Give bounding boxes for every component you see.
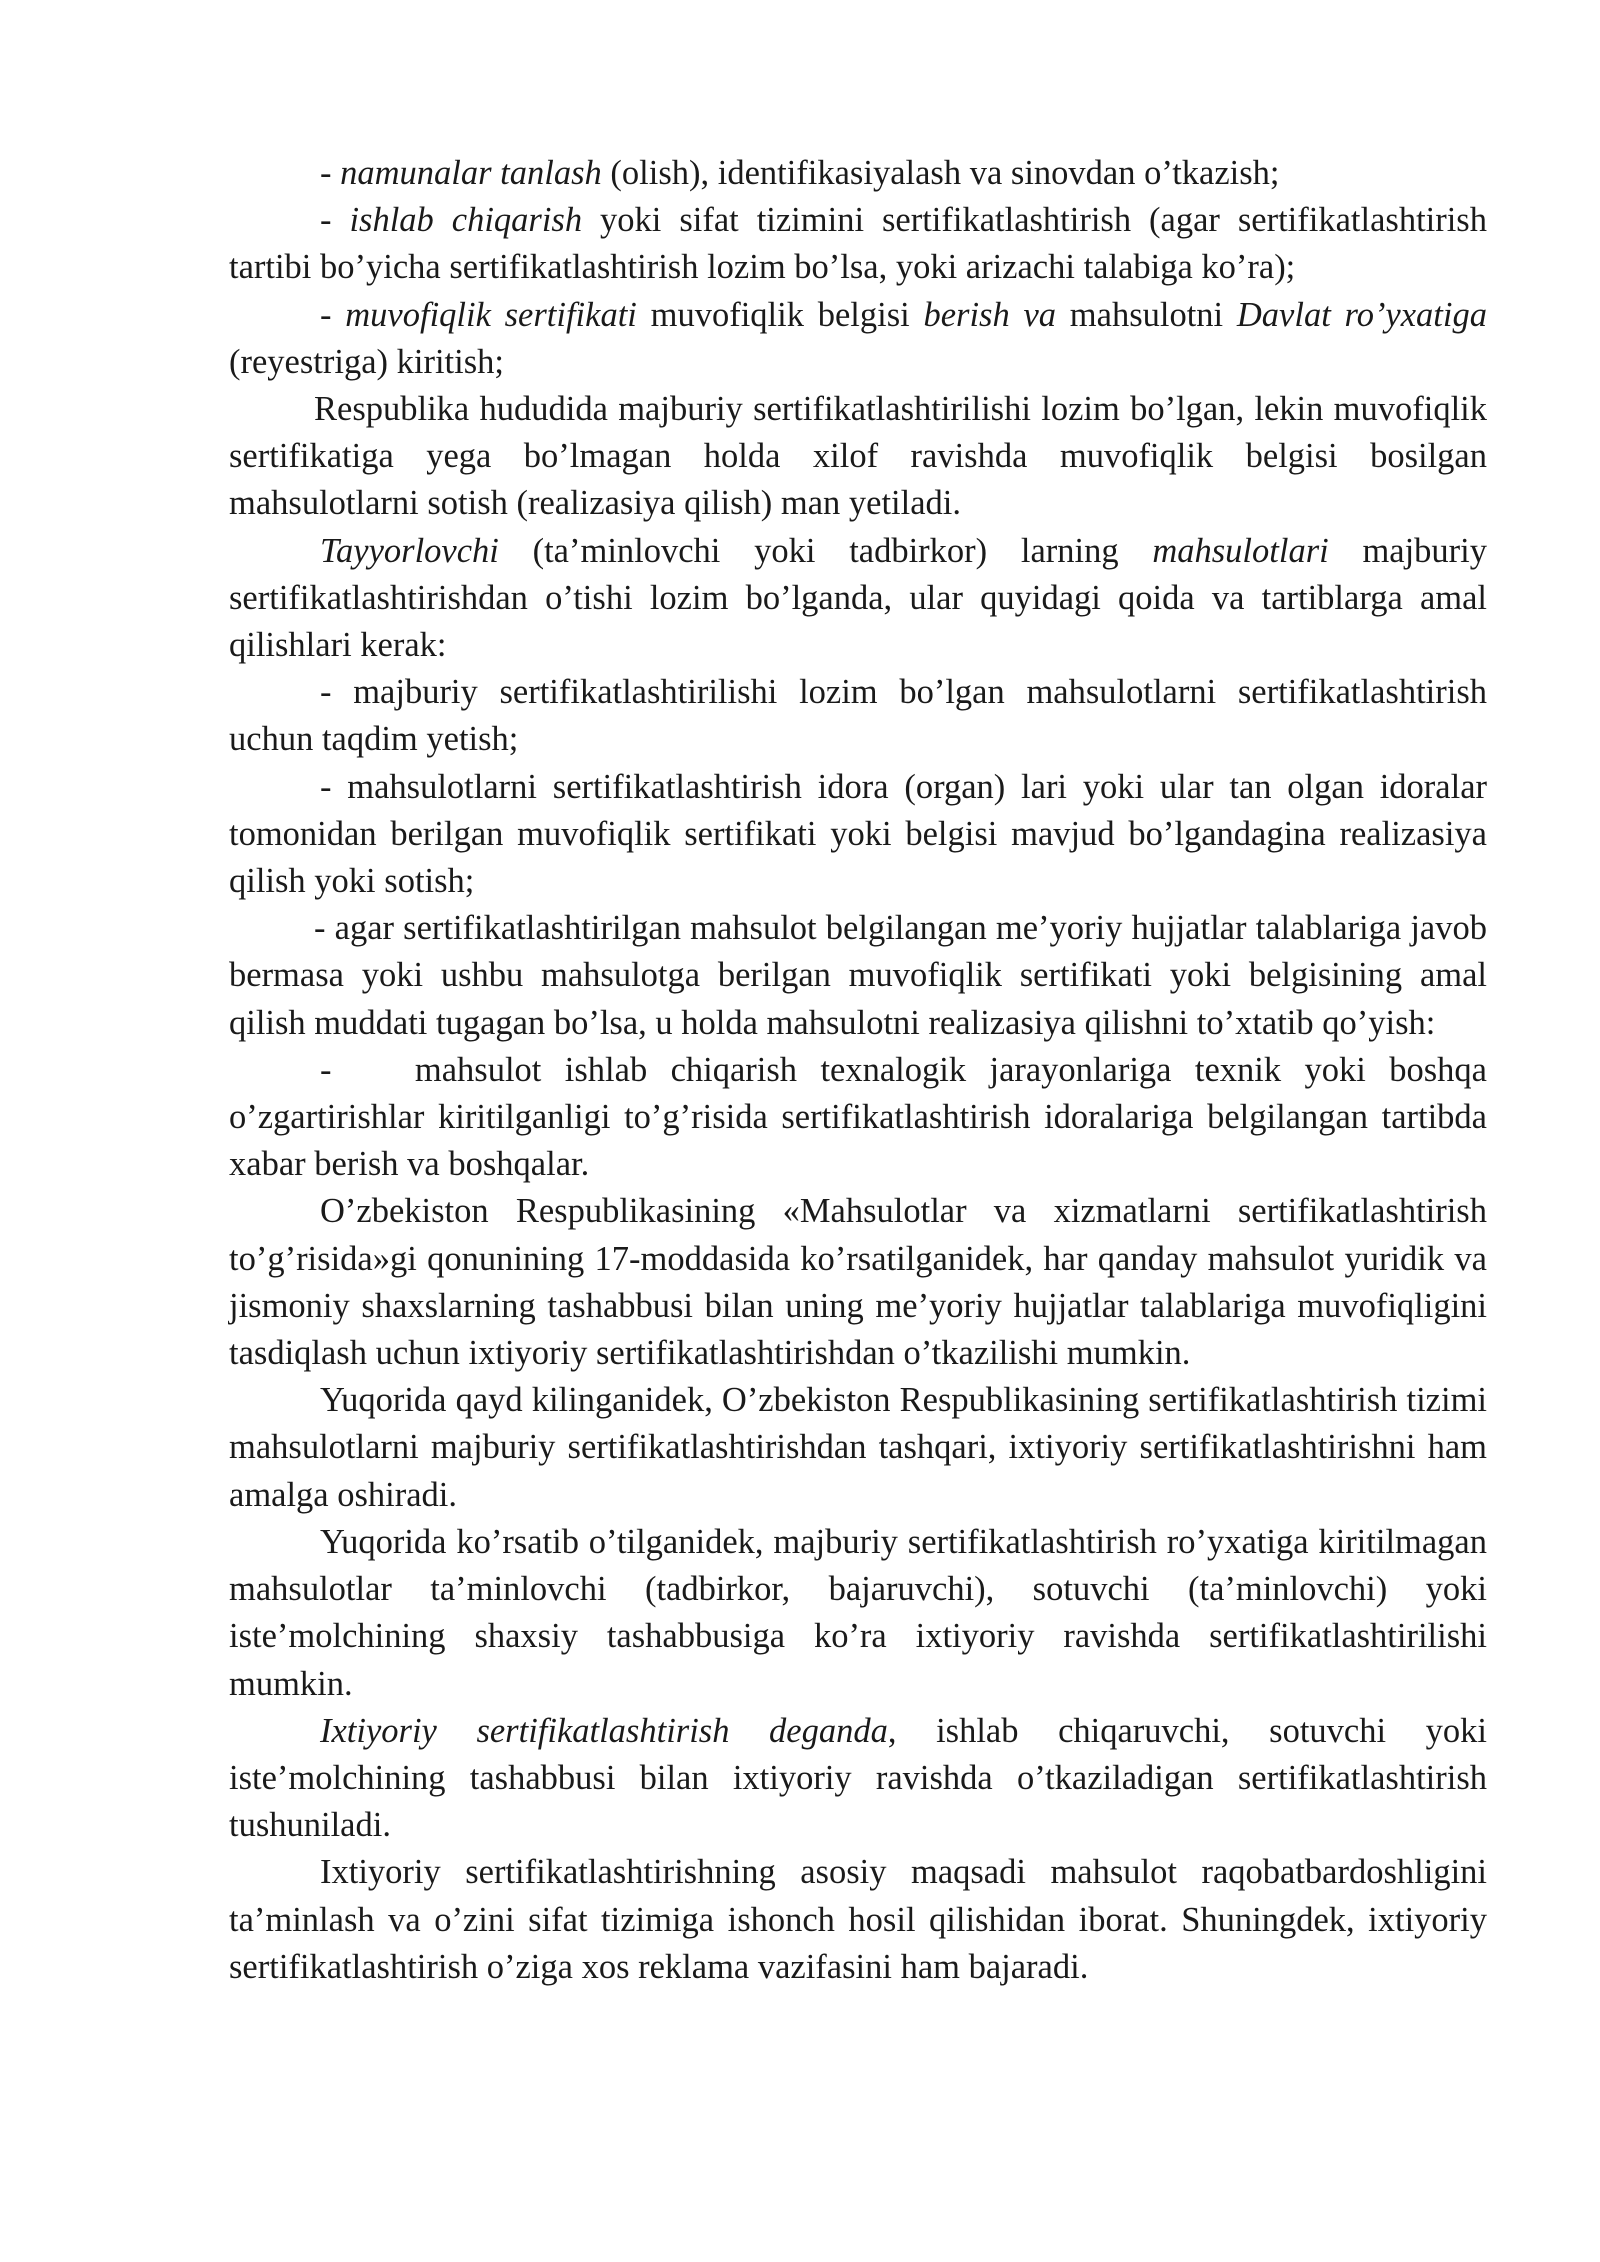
- text-segment: Ixtiyoriy sertifikatlashtirishning asosiy maqsadi mahsulot raqobatbardoshligini ta’minlash va o’zini sifat tizimiga ishonch hosil qilishidan iborat. Shuningdek, ixtiyoriy sertifikatlashtirish o’ziga xos reklama vazifasini ham bajaradi.: [229, 1853, 1487, 1986]
- italic-segment: ishlab chiqarish: [349, 201, 583, 240]
- text-segment: -: [320, 154, 341, 192]
- paragraph-certificate-issuance: [229, 292, 1487, 386]
- text-segment: -: [320, 201, 350, 240]
- paragraph-certification-system: [229, 1377, 1487, 1519]
- italic-segment: Tayyorlovchi: [320, 531, 499, 570]
- text-segment: (olish), identifikasiyalash va sinovdan o’tkazish;: [601, 154, 1280, 192]
- text-segment: - agar sertifikatlashtirilgan mahsulot belgilangan me’yoriy hujjatlar talablariga javob bermasa yoki ushbu mahsulotga berilgan muvofiqlik sertifikati yoki belgisining amal qilish muddati tugagan bo’lsa, u holda mahsulotni realizasiya qilishni to’xtatib qo’yish:: [229, 909, 1487, 1042]
- text-segment: Yuqorida ko’rsatib o’tilganidek, majburiy sertifikatlashtirish ro’yxatiga kiritilmagan mahsulotlar ta’minlovchi (tadbirkor, bajaruvchi), sotuvchi (ta’minlovchi) yoki iste’molchining shaxsiy tashabbusiga ko’ra ixtiyoriy ravishda sertifikatlashtirilishi mumkin.: [229, 1522, 1487, 1703]
- text-segment: majburiy sertifikatlashtirishdan o’tishi lozim bo’lganda, ular quyidagi qoida va tartiblarga amal qilishlari kerak:: [229, 531, 1487, 665]
- italic-segment: berish va: [923, 295, 1057, 334]
- text-segment: (ta’minlovchi yoki tadbirkor) larning: [498, 531, 1153, 570]
- text-segment: -: [320, 295, 346, 334]
- paragraph-production-certification: [229, 197, 1487, 291]
- text-segment: Yuqorida qayd kilinganidek, O’zbekiston Respublikasining sertifikatlashtirish tizimi mahsulotlarni majburiy sertifikatlashtirishdan tashqari, ixtiyoriy sertifikatlashtirishni ham amalga oshiradi.: [229, 1381, 1487, 1514]
- text-segment: - mahsulotlarni sertifikatlashtirish idora (organ) lari yoki ular tan olgan idoralar tomonidan berilgan muvofiqlik sertifikati yoki belgisi mavjud bo’lgandagina realizasiya qilish yoki sotish;: [229, 767, 1487, 901]
- paragraph-stop-sales: [229, 905, 1487, 1047]
- paragraph-voluntary-certification-scope: [229, 1519, 1487, 1708]
- italic-segment: Davlat ro’yxatiga: [1236, 295, 1487, 334]
- paragraph-voluntary-purpose: [229, 1849, 1487, 1991]
- text-segment: , ishlab chiqaruvchi, sotuvchi yoki iste’molchining tashabbusi bilan ixtiyoriy ravishda o’tkaziladigan sertifikatlashtirish tushuniladi.: [229, 1711, 1487, 1845]
- italic-segment: mahsulotlari: [1152, 531, 1329, 570]
- paragraph-sale-prohibition: [229, 386, 1487, 528]
- paragraph-sampling-step: [229, 150, 1487, 197]
- text-segment: (reyestriga) kiritish;: [229, 342, 504, 381]
- text-segment: muvofiqlik belgisi: [636, 295, 924, 334]
- text-segment: yoki sifat tizimini sertifikatlashtirish (agar sertifikatlashtirish tartibi bo’yicha sertifikatlashtirish lozim bo’lsa, yoki arizachi talabiga ko’ra);: [229, 201, 1487, 287]
- text-segment: mahsulotni: [1056, 295, 1237, 334]
- italic-segment: Ixtiyoriy sertifikatlashtirish deganda: [320, 1711, 888, 1750]
- text-segment: -: [320, 1050, 355, 1089]
- italic-segment: muvofiqlik sertifikati: [345, 295, 637, 334]
- text-segment: Respublika hududida majburiy sertifikatlashtirilishi lozim bo’lgan, lekin muvofiqlik sertifikatiga yega bo’lmagan holda xilof ravishda muvofiqlik belgisi bosilgan mahsulotlarni sotish (realizasiya qilish) man yetiladi.: [229, 390, 1487, 523]
- text-segment: mahsulot ishlab chiqarish texnalogik jarayonlariga texnik yoki boshqa o’zgartirishlar kiritilganligi to’g’risida sertifikatlashtirish idoralariga belgilangan tartibda xabar berish va boshqalar.: [229, 1050, 1487, 1184]
- text-segment: O’zbekiston Respublikasining «Mahsulotlar va xizmatlarni sertifikatlashtirish to’g’risida»gi qonunining 17-moddasida ko’rsatilganidek, har qanday mahsulot yuridik va jismoniy shaxslarning tashabbusi bilan uning me’yoriy hujjatlar talablariga muvofiqligini tasdiqlash uchun ixtiyoriy sertifikatlashtirishdan o’tkazilishi mumkin.: [229, 1192, 1487, 1373]
- paragraph-sell-with-certificate: [229, 764, 1487, 906]
- paragraph-notify-changes: [229, 1047, 1487, 1189]
- paragraph-law-article-17: [229, 1188, 1487, 1377]
- document-body: [229, 150, 1487, 1991]
- italic-segment: namunalar tanlash: [340, 154, 602, 192]
- paragraph-voluntary-definition: [229, 1708, 1487, 1850]
- text-segment: - majburiy sertifikatlashtirilishi lozim bo’lgan mahsulotlarni sertifikatlashtirish uchun taqdim yetish;: [229, 673, 1487, 759]
- paragraph-manufacturer-rules: [229, 528, 1487, 670]
- paragraph-submit-for-certification: [229, 669, 1487, 763]
